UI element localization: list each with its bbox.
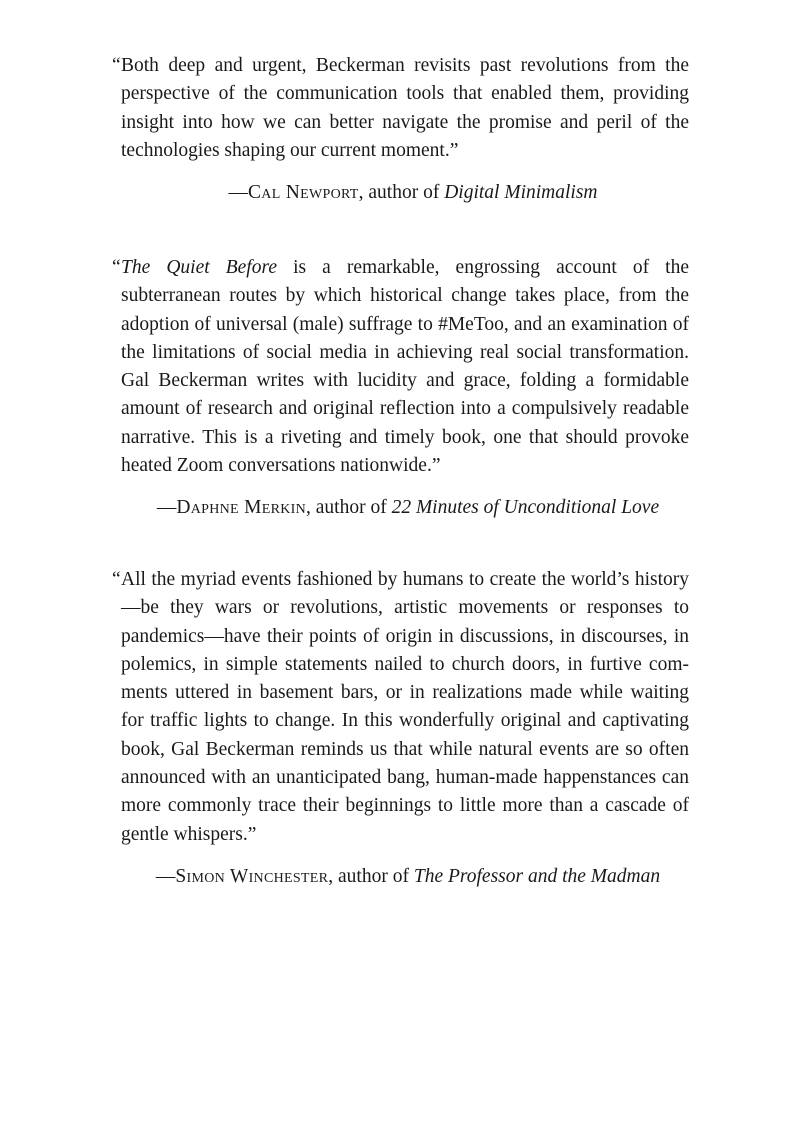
author-name: Simon Winchester bbox=[175, 865, 329, 887]
quote-body: is a remarkable, engrossing account of the subterranean routes by which historical change takes place, from the adoption of universal (male) suffrage to #MeToo, and an examination of the limitations of social media in achieving real social transformation. Gal Beckerman writes with lucidity and grace, folding a formidable amount of research and original reflection into a compulsively readable narrative. This is a riveting and timely book, one that should provoke heated Zoom conversations nationwide.” bbox=[121, 257, 689, 477]
open-quote-mark: “ bbox=[112, 55, 121, 76]
work-title: 22 Minutes of Unconditional Love bbox=[391, 497, 660, 519]
blurb-attribution bbox=[121, 863, 689, 891]
attribution-dash: — bbox=[155, 865, 176, 887]
open-quote-mark: “ bbox=[112, 569, 121, 590]
author-name: Cal Newport bbox=[248, 182, 359, 204]
work-title: The Professor and the Madman bbox=[413, 865, 661, 887]
quoted-book-title: The Quiet Before bbox=[121, 257, 277, 278]
quote-body: All the myriad events fashioned by humans to create the world’s history—be they wars or revolutions, artistic movements or responses to pandemics—have their points of origin in discussions, in discourses, in polemics, in simple statements nailed to church doors, in furtive comments uttered in basement bars, or in realizations made while waiting for traffic lights to change. In this wonderfully original and captivating book, Gal Beckerman reminds us that while natural events are so often announced with an unanticipated bang, human-made happenstances can more commonly trace their beginnings to little more than a cascade of gentle whispers.” bbox=[121, 569, 689, 845]
blurb-daphne-merkin bbox=[112, 254, 689, 522]
author-of-text: , author of bbox=[328, 865, 414, 887]
blurb-attribution bbox=[121, 494, 689, 522]
work-title: Digital Minimalism bbox=[444, 182, 598, 204]
blurb-quote bbox=[112, 566, 689, 849]
attribution-dash: — bbox=[156, 497, 177, 519]
author-of-text: , author of bbox=[306, 497, 392, 519]
author-of-text: , author of bbox=[358, 182, 445, 204]
blurb-cal-newport bbox=[112, 52, 689, 207]
quote-body: Both deep and urgent, Beckerman revisits past revolutions from the perspective of the communication tools that enabled them, providing insight into how we can better navigate the promise and peril of the technologies shaping our current moment.” bbox=[121, 55, 689, 161]
blurb-quote bbox=[112, 52, 689, 165]
blurb-attribution bbox=[121, 179, 689, 207]
attribution-dash: — bbox=[228, 182, 248, 204]
blurb-quote bbox=[112, 254, 689, 480]
author-name: Daphne Merkin bbox=[176, 497, 306, 519]
blurb-simon-winchester bbox=[112, 566, 689, 891]
open-quote-mark: “ bbox=[112, 257, 121, 278]
